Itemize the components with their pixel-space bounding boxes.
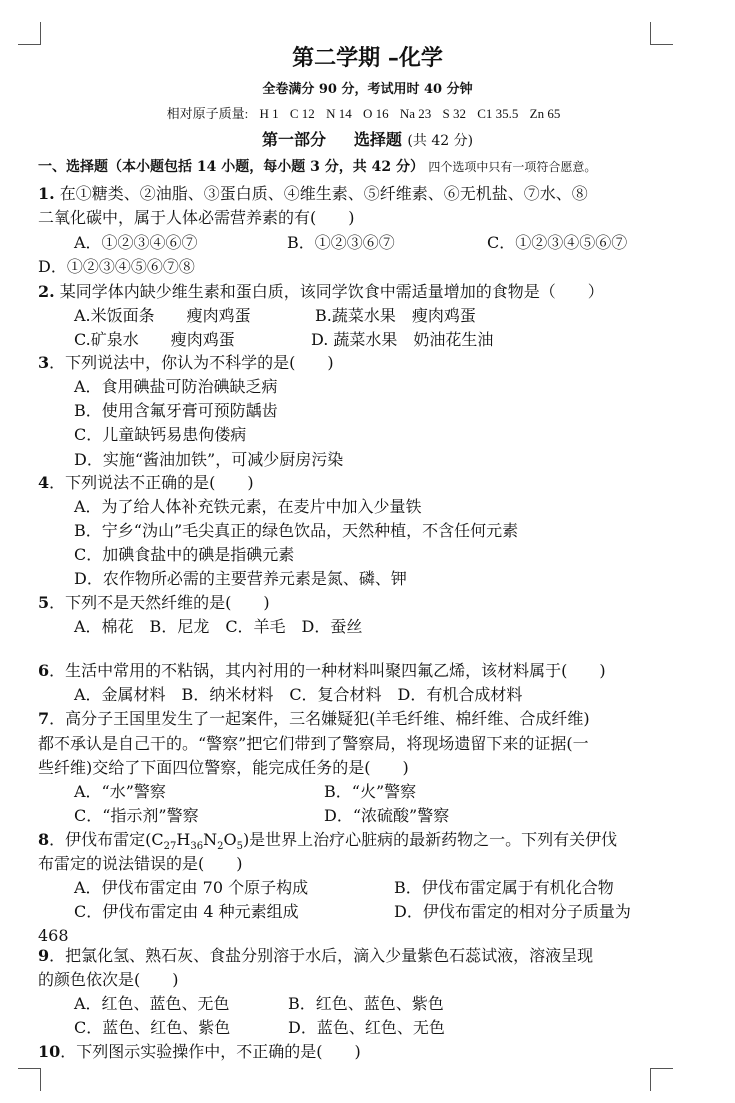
option-d: D．农作物所必需的主要营养元素是氮、磷、钾 xyxy=(74,569,407,588)
option-d: D．实施“酱油加铁”，可减少厨房污染 xyxy=(74,450,344,469)
question-text: ．下列说法不正确的是( ) xyxy=(49,473,254,492)
question-number: 1. xyxy=(38,184,55,203)
formula-subscript: 27 xyxy=(163,841,177,853)
formula-subscript: 36 xyxy=(190,841,204,853)
question-number: 6 xyxy=(38,661,50,680)
option-a: A．①②③④⑥⑦ xyxy=(74,233,198,252)
question-1 xyxy=(38,183,588,205)
question-text: 某同学体内缺少维生素和蛋白质，该同学饮食中需适量增加的食物是（ ） xyxy=(59,282,604,301)
option-d: D．伊伐布雷定的相对分子质量为 xyxy=(394,902,631,921)
atomic-mass: S 32 xyxy=(442,106,466,121)
option-a: A.米饭面条 瘦肉鸡蛋 xyxy=(74,306,251,325)
question-number: 2. xyxy=(38,282,55,301)
atomic-mass-label: 相对原子质量: xyxy=(166,106,249,121)
question-text: ．把氯化氢、熟石灰、食盐分别溶于水后，滴入少量紫色石蕊试液，溶液呈现 xyxy=(49,946,594,965)
question-3 xyxy=(38,352,334,374)
option-b: B．伊伐布雷定属于有机化合物 xyxy=(394,878,614,897)
formula-subscript: 5 xyxy=(236,841,243,853)
option-a: A．红色、蓝色、无色 xyxy=(74,994,230,1013)
question-text: ．下列说法中，你认为不科学的是( ) xyxy=(49,353,334,372)
atomic-mass: C 12 xyxy=(289,106,315,121)
option-a: A．食用碘盐可防治碘缺乏病 xyxy=(74,377,278,396)
question-number: 3 xyxy=(38,353,50,372)
section-note: 四个选项中只有一项符合愿意。 xyxy=(428,160,597,174)
part-points: (共 42 分) xyxy=(407,133,474,149)
option-b: B．红色、蓝色、紫色 xyxy=(288,994,444,1013)
question-number: 8 xyxy=(38,830,50,849)
part-subtitle: 选择题 xyxy=(353,130,402,149)
question-text: ．伊伐布雷定( xyxy=(49,830,152,849)
question-5 xyxy=(38,592,270,614)
part-title: 第一部分 xyxy=(261,130,326,149)
atomic-mass: O 16 xyxy=(362,106,389,121)
question-text: ．下列不是天然纤维的是( ) xyxy=(49,593,270,612)
option-b: B．宁乡“沩山”毛尖真正的绿色饮品，天然种植，不含任何元素 xyxy=(74,521,519,540)
formula-element: C xyxy=(151,830,164,849)
options-row: A．棉花 B．尼龙 C．羊毛 D．蚕丝 xyxy=(74,617,363,636)
question-10 xyxy=(38,1041,361,1063)
corner-mark-bottom-left xyxy=(18,1068,41,1091)
option-c: C．①②③④⑤⑥⑦ xyxy=(487,233,628,252)
atomic-mass: N 14 xyxy=(326,106,352,121)
question-text: ．下列图示实验操作中，不正确的是( ) xyxy=(60,1042,361,1061)
question-text: )是世界上治疗心脏病的最新药物之一。下列有关伊伐 xyxy=(242,830,618,849)
options-row: A．金属材料 B．纳米材料 C．复合材料 D．有机合成材料 xyxy=(74,685,523,704)
question-text: 布雷定的说法错误的是( ) xyxy=(38,854,243,873)
question-text: 都不承认是自己干的。“警察”把它们带到了警察局，将现场遗留下来的证据(一 xyxy=(38,734,589,753)
question-text: 些纤维)交给了下面四位警察，能完成任务的是( ) xyxy=(38,758,409,777)
option-b: B．“火”警察 xyxy=(324,782,417,801)
question-7 xyxy=(38,708,590,730)
option-d: D．蓝色、红色、无色 xyxy=(288,1018,445,1037)
formula-element: O xyxy=(223,830,237,849)
corner-mark-top-left xyxy=(18,22,41,45)
chemical-formula xyxy=(151,830,243,853)
option-c: C.矿泉水 瘦肉鸡蛋 xyxy=(74,330,235,349)
option-c: C．蓝色、红色、紫色 xyxy=(74,1018,231,1037)
page-title: 第二学期 –化学 xyxy=(292,45,443,71)
question-2 xyxy=(38,281,604,303)
formula-subscript: 2 xyxy=(217,841,224,853)
question-text: ．生活中常用的不粘锅，其内衬用的一种材料叫聚四氟乙烯，该材料属于( ) xyxy=(49,661,606,680)
part-heading xyxy=(0,129,735,152)
atomic-mass: C1 35.5 xyxy=(477,106,519,121)
option-c: C．加碘食盐中的碘是指碘元素 xyxy=(74,545,295,564)
question-text: 二氧化碳中，属于人体必需营养素的有( ) xyxy=(38,208,355,227)
question-number: 4 xyxy=(38,473,50,492)
question-text: ．高分子王国里发生了一起案件，三名嫌疑犯(羊毛纤维、棉纤维、合成纤维) xyxy=(49,709,590,728)
question-9 xyxy=(38,945,593,967)
option-d: D．“浓硫酸”警察 xyxy=(324,806,450,825)
option-b: B.蔬菜水果 瘦肉鸡蛋 xyxy=(315,306,476,325)
option-d: D．①②③④⑤⑥⑦⑧ xyxy=(38,257,195,276)
option-c: C．“指示剂”警察 xyxy=(74,806,199,825)
question-number: 7 xyxy=(38,709,50,728)
atomic-mass: Na 23 xyxy=(399,106,432,121)
question-number: 9 xyxy=(38,946,50,965)
option-a: A．伊伐布雷定由 70 个原子构成 xyxy=(74,878,309,897)
option-a: A．“水”警察 xyxy=(74,782,166,801)
option-d: D. 蔬菜水果 奶油花生油 xyxy=(311,330,494,349)
formula-element: H xyxy=(176,830,191,849)
formula-element: N xyxy=(203,830,218,849)
option-b: B．使用含氟牙膏可预防龋齿 xyxy=(74,401,278,420)
section-heading xyxy=(38,156,596,178)
question-number: 5 xyxy=(38,593,50,612)
question-6 xyxy=(38,660,606,682)
option-b: B．①②③⑥⑦ xyxy=(287,233,395,252)
question-text: 在①糖类、②油脂、③蛋白质、④维生素、⑤纤维素、⑥无机盐、⑦水、⑧ xyxy=(59,184,588,203)
option-c: C．儿童缺钙易患佝偻病 xyxy=(74,425,247,444)
atomic-mass: Zn 65 xyxy=(529,106,561,121)
exam-info: 全卷满分 90 分，考试用时 40 分钟 xyxy=(262,82,473,97)
section-title: 一、选择题（本小题包括 14 小题，每小题 3 分，共 42 分） xyxy=(38,159,424,175)
corner-mark-top-right xyxy=(650,22,673,45)
corner-mark-bottom-right xyxy=(650,1068,673,1091)
atomic-masses xyxy=(0,103,735,125)
option-d-continued: 468 xyxy=(38,926,69,945)
question-number: 10 xyxy=(38,1042,61,1061)
option-c: C．伊伐布雷定由 4 种元素组成 xyxy=(74,902,299,921)
question-text: 的颜色依次是( ) xyxy=(38,970,179,989)
atomic-mass: H 1 xyxy=(259,106,279,121)
question-4 xyxy=(38,472,254,494)
option-a: A．为了给人体补充铁元素，在麦片中加入少量铁 xyxy=(74,497,422,516)
